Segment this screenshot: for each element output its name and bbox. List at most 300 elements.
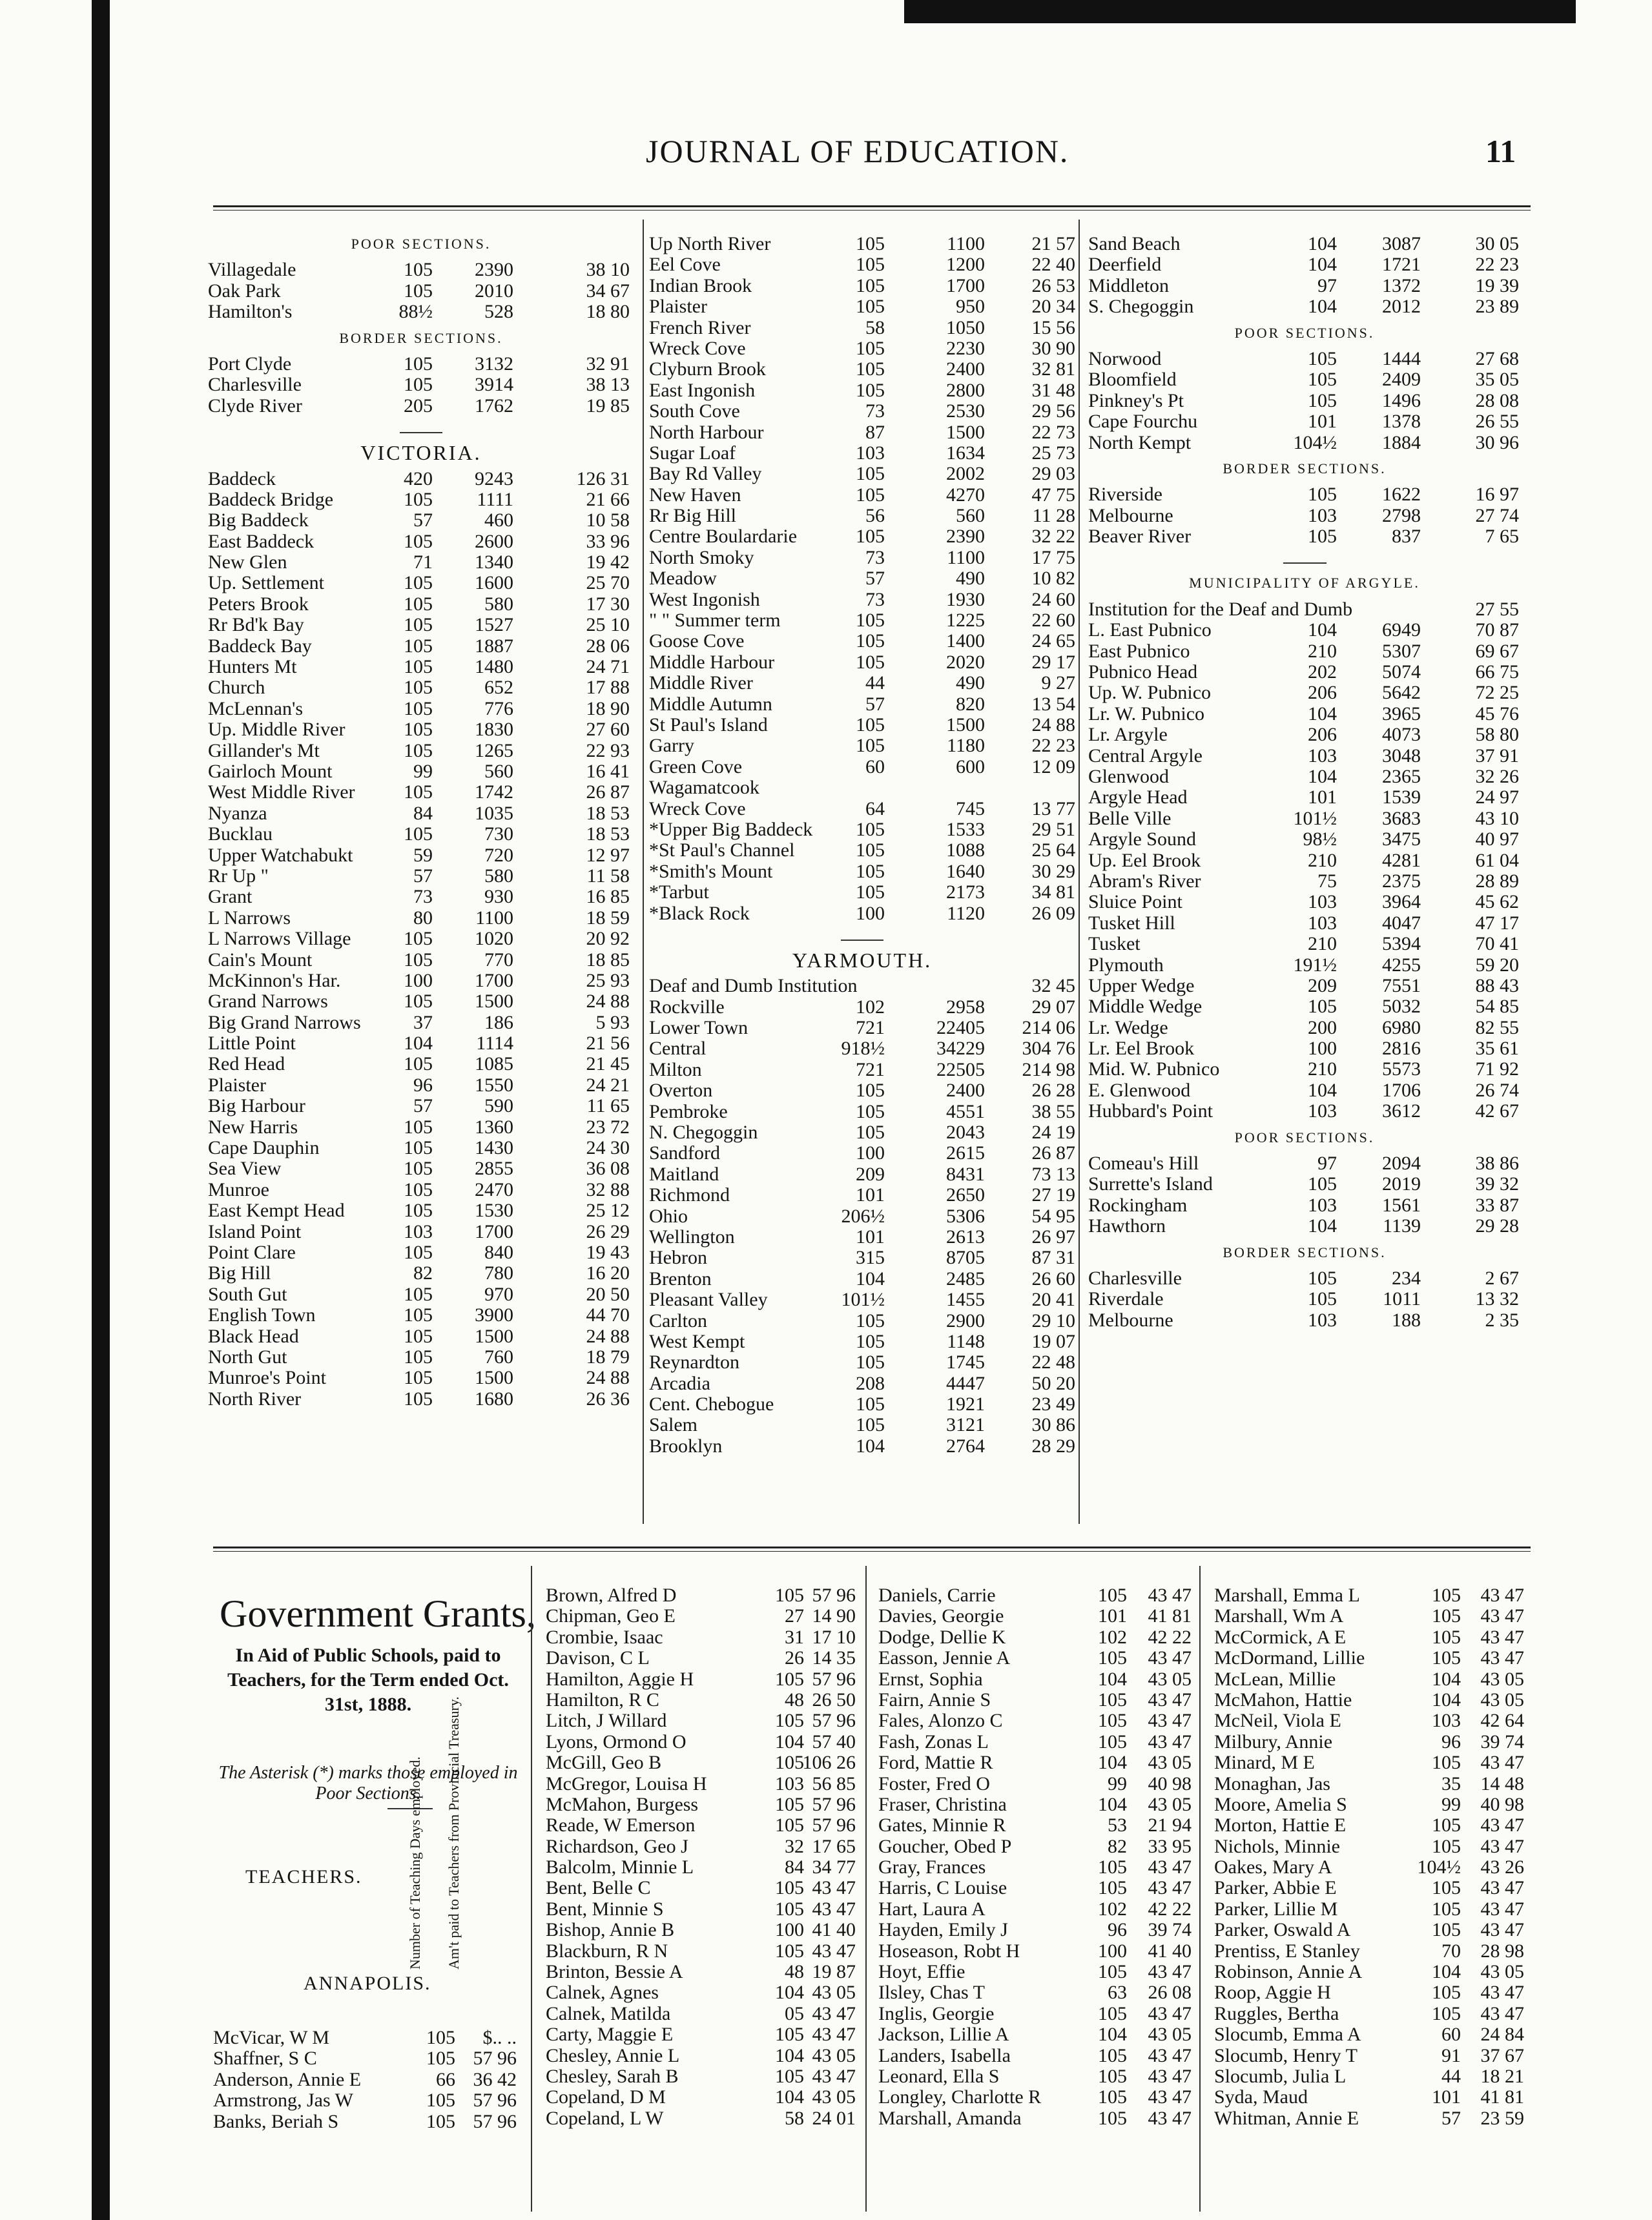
amount-value: 22 60 (1031, 610, 1075, 632)
table-row (649, 401, 1075, 422)
days-value: 84 (785, 1856, 804, 1878)
days-value: 58 (785, 2107, 804, 2129)
table-row (649, 715, 1075, 735)
aggregate-value: 1111 (477, 488, 513, 510)
aggregate-value: 1100 (947, 546, 985, 568)
table-row (649, 1122, 1075, 1143)
table-row (208, 929, 634, 949)
days-value: 105 (856, 1330, 885, 1352)
section-heading-text: VICTORIA. (360, 441, 482, 465)
aggregate-value: 770 (484, 949, 513, 971)
aggregate-value: 600 (956, 755, 985, 777)
table-row (1214, 1857, 1531, 1878)
aggregate-value: 2390 (475, 259, 513, 281)
entry-name: Calnek, Matilda (546, 2002, 671, 2024)
entry-name: Calnek, Agnes (546, 1982, 659, 2004)
amount-value: 40 98 (1148, 1773, 1192, 1794)
aggregate-value: 745 (956, 797, 985, 819)
table-row (208, 636, 634, 657)
table-row (208, 1222, 634, 1242)
table-row (546, 1857, 856, 1878)
amount-value: 43 05 (812, 1982, 856, 2004)
amount-value: 25 93 (586, 969, 630, 991)
aggregate-value: 4047 (1382, 912, 1421, 934)
entry-name: Sea View (208, 1158, 282, 1180)
amount-value: 22 93 (586, 739, 630, 761)
aggregate-value: 730 (484, 823, 513, 845)
amount-value: 21 57 (1031, 233, 1075, 254)
days-value: 315 (856, 1247, 885, 1269)
days-value: 105 (1308, 526, 1337, 548)
days-value: 60 (1441, 2024, 1461, 2046)
amount-value: 20 34 (1031, 296, 1075, 318)
aggregate-value: 3612 (1382, 1100, 1421, 1122)
entry-name: Fales, Alonzo C (878, 1710, 1003, 1732)
table-row (1214, 1648, 1531, 1669)
amount-value: 43 47 (1148, 1877, 1192, 1899)
entry-name: McKinnon's Har. (208, 969, 341, 991)
table-row (208, 824, 634, 845)
table-row (649, 1185, 1075, 1206)
table-row (649, 359, 1075, 380)
amount-value: 25 12 (586, 1200, 630, 1222)
short-rule (1088, 552, 1521, 568)
days-value: 105 (404, 1200, 433, 1222)
section-heading-text: BORDER SECTIONS. (1223, 1244, 1387, 1260)
amount-value: 33 87 (1475, 1194, 1519, 1216)
amount-value: 27 74 (1475, 504, 1519, 526)
days-value: 104 (1432, 1961, 1461, 1983)
days-value: 103 (1308, 891, 1337, 913)
amount-value: 26 50 (812, 1689, 856, 1711)
table-row (1214, 1732, 1531, 1752)
grants-subtitle: In Aid of Public Schools, paid to Teachers, for the Term ended Oct. 31st, 1888. (227, 1645, 509, 1715)
table-row (208, 573, 634, 593)
days-value: 105 (1432, 1605, 1461, 1627)
days-value: 105 (775, 1668, 804, 1690)
section-heading (1088, 1127, 1521, 1148)
amount-value: 57 96 (473, 2090, 517, 2112)
aggregate-value: 780 (484, 1262, 513, 1284)
scan-top-bar (904, 0, 1576, 23)
aggregate-value: 4270 (946, 484, 985, 506)
amount-value: 43 47 (812, 2024, 856, 2046)
days-value: 104 (1308, 1215, 1337, 1237)
entry-name: Grand Narrows (208, 991, 328, 1012)
amount-value: 43 05 (1148, 2024, 1192, 2046)
table-row (878, 1982, 1195, 2003)
entry-name: English Town (208, 1304, 316, 1326)
table-row (1214, 1982, 1531, 2003)
page-number: 11 (1485, 133, 1516, 169)
days-value: 103 (1308, 1309, 1337, 1331)
days-value: 208 (856, 1372, 885, 1394)
amount-value: 42 22 (1148, 1898, 1192, 1920)
aggregate-value: 4551 (946, 1100, 985, 1122)
days-value: 105 (1098, 1647, 1127, 1669)
aggregate-value: 820 (956, 693, 985, 715)
table-row (649, 1269, 1075, 1290)
entry-name: Gray, Frances (878, 1856, 986, 1878)
amount-value: 26 36 (586, 1388, 630, 1410)
entry-name: Plaister (208, 1074, 266, 1096)
entry-name: Rr Big Hill (649, 505, 737, 527)
table-row (878, 2066, 1195, 2087)
table-row (1214, 2066, 1531, 2087)
aggregate-value: 1745 (946, 1352, 985, 1373)
days-value: 105 (856, 860, 885, 882)
amount-value: 26 28 (1031, 1080, 1075, 1102)
table-row (1088, 599, 1521, 620)
entry-name: Baddeck (208, 468, 276, 489)
days-value: 88½ (398, 301, 433, 323)
entry-name: Abram's River (1088, 870, 1201, 892)
table-row (213, 2070, 523, 2090)
aggregate-value: 234 (1392, 1267, 1421, 1289)
aggregate-value: 1360 (475, 1116, 513, 1138)
aggregate-value: 1830 (475, 719, 513, 741)
table-row (546, 2046, 856, 2066)
section-heading-text: MUNICIPALITY OF ARGYLE. (1189, 575, 1420, 591)
entry-name: Riverdale (1088, 1288, 1164, 1310)
entry-name: Davison, C L (546, 1647, 650, 1669)
entry-name: Blackburn, R N (546, 1940, 668, 1962)
days-value: 91 (1441, 2044, 1461, 2066)
amount-value: 73 13 (1031, 1163, 1075, 1185)
table-row (649, 296, 1075, 317)
aggregate-value: 22505 (936, 1058, 985, 1080)
amount-value: 27 55 (1475, 598, 1519, 620)
table-row (208, 1096, 634, 1116)
entry-name: Cent. Chebogue (649, 1393, 774, 1415)
entry-name: Hubbard's Point (1088, 1100, 1213, 1122)
entry-name: Carlton (649, 1310, 707, 1331)
days-value: 105 (404, 656, 433, 678)
table-row (649, 1248, 1075, 1268)
days-value: 101 (1098, 1605, 1127, 1627)
section-heading-text: YARMOUTH. (792, 948, 933, 972)
days-value: 210 (1308, 849, 1337, 871)
entry-name: Parker, Oswald A (1214, 1919, 1351, 1941)
aggregate-value: 1762 (475, 395, 513, 416)
aggregate-value: 560 (484, 760, 513, 782)
entry-name: Melbourne (1088, 1309, 1173, 1331)
days-value: 105 (856, 484, 885, 506)
entry-name: Syda, Maud (1214, 2086, 1308, 2108)
days-value: 105 (404, 677, 433, 699)
amount-value: 27 60 (586, 719, 630, 741)
table-row (546, 1690, 856, 1711)
amount-value: 43 47 (1148, 1731, 1192, 1752)
table-row (546, 2024, 856, 2045)
aggregate-value: 1139 (1383, 1215, 1421, 1237)
entry-name: Little Point (208, 1033, 296, 1054)
days-value: 73 (865, 546, 885, 568)
amount-value: 38 10 (586, 259, 630, 281)
aggregate-value: 2485 (946, 1268, 985, 1290)
aggregate-value: 1340 (475, 551, 513, 573)
amount-value: 214 98 (1022, 1058, 1075, 1080)
entry-name: North Harbour (649, 421, 764, 443)
entry-name: Meadow (649, 568, 717, 590)
table-row (1088, 808, 1521, 829)
table-row (208, 489, 634, 510)
days-value: 60 (865, 755, 885, 777)
days-value: 105 (404, 1137, 433, 1159)
table-row (878, 1606, 1195, 1627)
table-row (649, 652, 1075, 673)
entry-name: Marshall, Wm A (1214, 1605, 1344, 1627)
days-value: 37 (413, 1011, 433, 1033)
entry-name: Hart, Laura A (878, 1898, 986, 1920)
entry-name: Upper Wedge (1088, 974, 1195, 996)
days-value: 104 (1098, 2024, 1127, 2046)
aggregate-value: 1600 (475, 572, 513, 594)
entry-name: Parker, Lillie M (1214, 1898, 1338, 1920)
table-row (649, 276, 1075, 296)
entry-name: Richmond (649, 1184, 730, 1206)
section-heading (208, 234, 634, 254)
entry-name: Hamilton's (208, 301, 293, 323)
amount-value: 37 91 (1475, 745, 1519, 766)
table-row (208, 1263, 634, 1284)
header-rule-thin (213, 210, 1531, 211)
aggregate-value: 1400 (946, 630, 985, 652)
table-row (1088, 296, 1521, 317)
amount-value: 13 32 (1475, 1288, 1519, 1310)
days-value: 104 (1308, 619, 1337, 641)
entry-name: Wreck Cove (649, 337, 746, 359)
table-row (1088, 1059, 1521, 1080)
entry-name: Pembroke (649, 1100, 728, 1122)
days-value: 100 (856, 1142, 885, 1164)
aggregate-value: 6949 (1382, 619, 1421, 641)
days-value: 70 (1441, 1940, 1461, 1962)
days-value: 104 (775, 1982, 804, 2004)
days-value: 105 (404, 1178, 433, 1200)
table-row (208, 552, 634, 573)
table-row (649, 1290, 1075, 1310)
days-value: 105 (1432, 1752, 1461, 1774)
aggregate-value: 1539 (1382, 786, 1421, 808)
aggregate-value: 1500 (475, 1325, 513, 1347)
amount-value: 21 94 (1148, 1814, 1192, 1836)
entry-name: Rockingham (1088, 1194, 1188, 1216)
entry-name: Big Harbour (208, 1095, 305, 1117)
amount-value: 30 90 (1031, 337, 1075, 359)
entry-name: Goucher, Obed P (878, 1835, 1012, 1857)
days-value: 105 (404, 374, 433, 396)
short-rule (208, 422, 634, 437)
entry-name: Up North River (649, 233, 771, 254)
days-value: 64 (865, 797, 885, 819)
amount-value: 29 28 (1475, 1215, 1519, 1237)
entry-name: Ruggles, Bertha (1214, 2002, 1339, 2024)
table-row (1088, 787, 1521, 808)
days-value: 05 (785, 2002, 804, 2024)
aggregate-value: 2375 (1382, 870, 1421, 892)
table-row (208, 1158, 634, 1179)
amount-value: 37 67 (1480, 2044, 1524, 2066)
table-row (1088, 1310, 1521, 1331)
table-row (1088, 234, 1521, 254)
entry-name: Crombie, Isaac (546, 1626, 663, 1648)
amount-value: 70 87 (1475, 619, 1519, 641)
amount-value: 32 88 (586, 1178, 630, 1200)
entry-name: Leonard, Ella S (878, 2065, 1000, 2087)
table-row (1088, 662, 1521, 683)
aggregate-value: 1500 (946, 714, 985, 735)
table-row (1088, 526, 1521, 547)
entry-name: Bay Rd Valley (649, 463, 762, 485)
amount-value: 43 47 (1480, 1626, 1524, 1648)
table-row (878, 1752, 1195, 1773)
days-value: 57 (413, 1095, 433, 1117)
entry-name: Argyle Head (1088, 786, 1188, 808)
table-row (1088, 1038, 1521, 1059)
table-row (878, 1920, 1195, 1940)
aggregate-value: 950 (956, 296, 985, 318)
entry-name: East Pubnico (1088, 640, 1190, 662)
aggregate-value: 970 (484, 1283, 513, 1305)
days-value: 105 (404, 1346, 433, 1368)
amount-value: 57 96 (473, 2048, 517, 2070)
table-row (1088, 484, 1521, 505)
amount-value: 44 70 (586, 1304, 630, 1326)
amount-value: 24 21 (586, 1074, 630, 1096)
amount-value: 32 26 (1475, 765, 1519, 787)
entry-name: Baddeck Bay (208, 635, 312, 657)
table-row (1214, 1836, 1531, 1857)
section-rule-thin (213, 1551, 1531, 1552)
entry-name: Plaister (649, 296, 707, 318)
entry-name: Bucklau (208, 823, 273, 845)
amount-value: 29 56 (1031, 400, 1075, 422)
table-row (1088, 620, 1521, 641)
table-row (649, 799, 1075, 819)
amount-value: 28 89 (1475, 870, 1519, 892)
entry-name: Balcolm, Minnie L (546, 1856, 694, 1878)
days-value: 105 (1308, 1267, 1337, 1289)
entry-name: Slocumb, Emma A (1214, 2024, 1361, 2046)
table-row (649, 861, 1075, 882)
amount-value: 47 17 (1475, 912, 1519, 934)
header-rule (213, 205, 1531, 207)
grants-column-3 (878, 1585, 1195, 2129)
days-value: 105 (775, 1793, 804, 1815)
amount-value: 41 81 (1148, 1605, 1192, 1627)
aggregate-value: 3683 (1382, 807, 1421, 829)
entry-name: Big Hill (208, 1262, 271, 1284)
table-row (1088, 976, 1521, 996)
amount-value: 28 29 (1031, 1435, 1075, 1457)
amount-value: 32 81 (1031, 358, 1075, 380)
aggregate-value: 1550 (475, 1074, 513, 1096)
days-value: 105 (404, 1283, 433, 1305)
aggregate-value: 2400 (946, 1080, 985, 1102)
entry-name: Overton (649, 1080, 713, 1102)
table-row (649, 819, 1075, 840)
days-value: 105 (775, 1898, 804, 1920)
days-value: 105 (856, 358, 885, 380)
days-value: 105 (856, 233, 885, 254)
amount-value: 43 47 (812, 2065, 856, 2087)
amount-value: 16 41 (586, 760, 630, 782)
table-row (1214, 1690, 1531, 1711)
days-value: 105 (856, 1100, 885, 1122)
amount-value: 36 08 (586, 1158, 630, 1180)
days-value: 104 (775, 1731, 804, 1752)
amount-value: 25 70 (586, 572, 630, 594)
entry-name: Deerfield (1088, 254, 1162, 276)
table-row (546, 2066, 856, 2087)
days-value: 202 (1308, 661, 1337, 683)
table-row (546, 1878, 856, 1898)
section-heading-text: POOR SECTIONS. (351, 236, 491, 252)
aggregate-value: 1887 (475, 635, 513, 657)
upper-column-3 (1088, 234, 1521, 1331)
aggregate-value: 2010 (475, 280, 513, 302)
amount-value: 214 06 (1022, 1017, 1075, 1039)
table-row (208, 1054, 634, 1074)
table-row (878, 1711, 1195, 1731)
amount-value: 42 22 (1148, 1626, 1192, 1648)
entry-name: Oakes, Mary A (1214, 1856, 1332, 1878)
entry-name: McMahon, Burgess (546, 1793, 699, 1815)
amount-value: 12 09 (1031, 755, 1075, 777)
days-value: 102 (856, 996, 885, 1018)
aggregate-value: 760 (484, 1346, 513, 1368)
entry-name: New Glen (208, 551, 287, 573)
amount-value: 7 65 (1485, 526, 1519, 548)
days-value: 104 (856, 1268, 885, 1290)
table-row (649, 590, 1075, 610)
table-row (878, 1899, 1195, 1920)
upper-column-2 (649, 234, 1075, 1457)
entry-name: Goose Cove (649, 630, 745, 652)
entry-name: Green Cove (649, 755, 743, 777)
days-value: 32 (785, 1835, 804, 1857)
entry-name: West Middle River (208, 781, 355, 803)
table-row (1214, 1941, 1531, 1962)
entry-name: Munroe's Point (208, 1367, 326, 1389)
table-row (649, 1080, 1075, 1101)
days-value: 104 (1098, 1752, 1127, 1774)
section-heading (1088, 573, 1521, 593)
days-value: 105 (404, 530, 433, 552)
table-row (546, 2087, 856, 2108)
aggregate-value: 1530 (475, 1200, 513, 1222)
aggregate-value: 2958 (946, 996, 985, 1018)
table-row (546, 1899, 856, 1920)
entry-name: Nichols, Minnie (1214, 1835, 1340, 1857)
days-value: 104 (404, 1033, 433, 1054)
days-value: 105 (1432, 1585, 1461, 1606)
entry-name: Ilsley, Chas T (878, 1982, 985, 2004)
entry-name: Argyle Sound (1088, 828, 1196, 850)
amount-value: 35 61 (1475, 1038, 1519, 1060)
spacer (1088, 568, 1521, 573)
section-heading-text: POOR SECTIONS. (1234, 1129, 1375, 1146)
aggregate-value: 1700 (475, 1220, 513, 1242)
entry-name: Chipman, Geo E (546, 1605, 676, 1627)
table-row (649, 1227, 1075, 1248)
entry-name: Milbury, Annie (1214, 1731, 1333, 1752)
days-value: 105 (775, 1585, 804, 1606)
entry-name: Hayden, Emily J (878, 1919, 1008, 1941)
entry-name: Big Baddeck (208, 509, 309, 531)
teachers-label: TEACHERS. (245, 1866, 362, 1887)
